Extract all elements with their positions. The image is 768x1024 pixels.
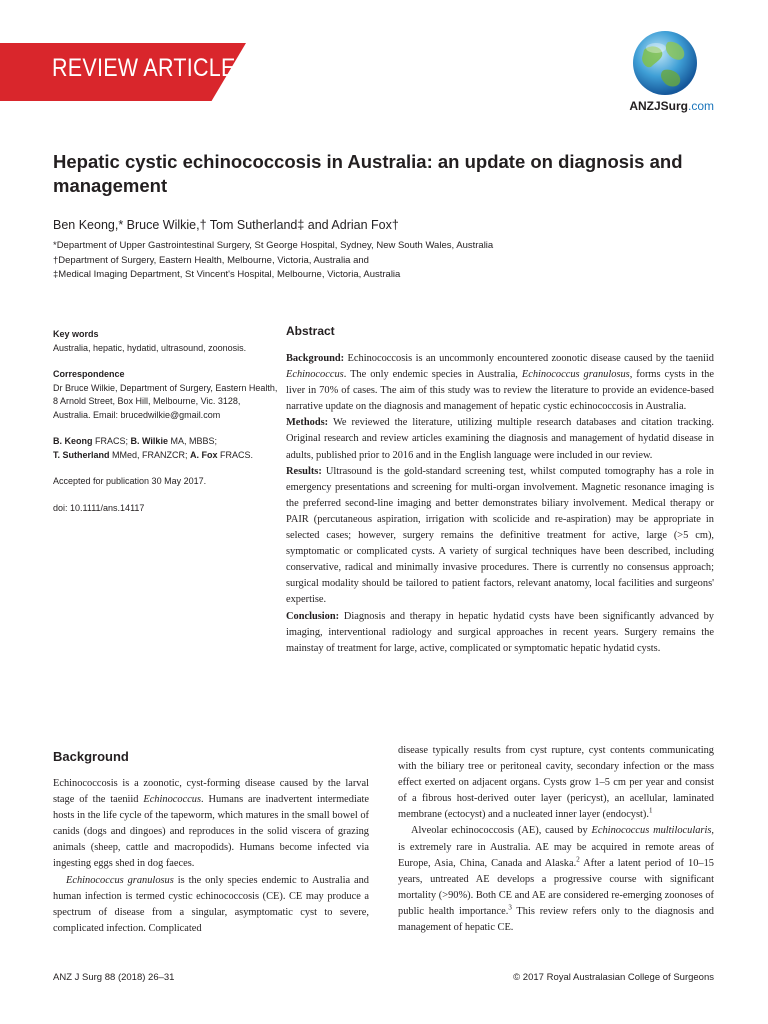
body-paragraph: disease typically results from cyst rupture, cyst contents communicating with the biliary tree or peritoneal cavity, secondary infection or the mass effect exerted on adjacent organs. Cysts grow 1–5 cm per year and consist of a fibrous host-derived outer layer (pericyst), an acellular, laminated membrane (ectocyst) and a nucleated inner layer (endocyst).$^1$ xyxy=(398,745,714,821)
article-info-sidebar xyxy=(53,328,278,515)
journal-website[interactable]: ANZJSurg.com xyxy=(629,99,714,113)
correspondence-heading: Correspondence xyxy=(53,369,125,379)
author-list: Ben Keong,* Bruce Wilkie,† Tom Sutherland‡ and Adrian Fox† xyxy=(53,218,399,232)
affiliation: †Department of Surgery, Eastern Health, Melbourne, Victoria, Australia and xyxy=(53,254,369,266)
article-type-label: REVIEW ARTICLE xyxy=(52,54,236,82)
keywords: Australia, hepatic, hydatid, ultrasound, zoonosis. xyxy=(53,342,247,353)
doi[interactable]: doi: 10.1111/ans.14117 xyxy=(53,502,145,513)
body-column-right xyxy=(398,743,714,936)
abstract-conclusion: Conclusion: Diagnosis and therapy in hepatic hydatid cysts have been significantly advanced by imaging, interventional radiology and surgical approaches in recent years. Surgery remains the mainstay of treatment for large, active, complicated or symptomatic hepatic hydatid cysts. xyxy=(286,610,714,654)
affiliation: ‡Medical Imaging Department, St Vincent's Hospital, Melbourne, Victoria, Australia xyxy=(53,269,401,280)
abstract xyxy=(286,324,714,657)
section-heading-background: Background xyxy=(53,749,129,764)
citation-ref: 1 xyxy=(649,806,653,815)
journal-citation: ANZ J Surg 88 (2018) 26–31 xyxy=(53,972,175,983)
article-title: Hepatic cystic echinococcosis in Australia: an update on diagnosis and management xyxy=(53,151,683,196)
correspondence-text: Dr Bruce Wilkie, Department of Surgery, Eastern Health, 8 Arnold Street, Box Hill, Melbourne, Vic. 3128, Australia. Email: brucedwilkie@gmail.com xyxy=(53,382,278,420)
abstract-background: Background: Echinococcosis is an uncommonly encountered zoonotic disease caused by the taeniid Echinococcus. The only endemic species in Australia, Echinococcus granulosus, forms cysts in the liver in 70% of cases. The aim of this study was to review the literature to provide an evidence-based narrative update on the diagnosis and management of hepatic cystic echinococcosis in Australia. xyxy=(286,353,714,413)
abstract-heading: Abstract xyxy=(286,324,335,338)
globe-logo-icon xyxy=(630,28,700,98)
affiliation: *Department of Upper Gastrointestinal Surgery, St George Hospital, Sydney, New South Wales, Australia xyxy=(53,240,494,251)
abstract-methods: Methods: We reviewed the literature, utilizing multiple research databases and citation tracking. Original research and review articles examining the diagnosis and management of hydatid disease in adults, published prior to 2016 and in the English language were included in our review. xyxy=(286,417,714,461)
body-paragraph: Alveolar echinococcosis (AE), caused by Echinococcus multilocularis, is extremely rare in Australia. AE may be acquired in remote areas of Europe, Asia, China, Canada and Alaska.$^2$ After a latent period of 10–15 years, untreated AE develops a progressive course with significant mortality (>90%). Both CE and AE are considered re-emerging zoonoses of public health importance.$^3$ This review refers only to the diagnosis and management of hepatic CE. xyxy=(398,825,714,934)
citation-ref: 3 xyxy=(508,903,512,912)
body-paragraph: Echinococcus granulosus is the only species endemic to Australia and human infection is termed cystic echinococcosis (CE). CE may produce a spectrum of disease from a singular, asymptomatic cyst to severe, complicated infection. Complicated xyxy=(53,874,369,934)
abstract-results: Results: Ultrasound is the gold-standard screening test, whilst computed tomography has a role in emergency presentations and screening for multi-organ involvement. Magnetic resonance imaging is the preferred second-line imaging and better demonstrates biliary involvement. Medical therapy or PAIR (percutaneous aspiration, irrigation with scolicide and re-aspiration) may be appropriate in selected cases; however, surgery remains the definitive treatment for active, large (>5 cm), symptomatic or complicated cysts. A variety of surgical techniques have been described, including conservative, radical and minimally invasive procedures. There is currently no consensus approach; surgical modality should be tailored to patient factors, relevant anatomy, local facilities and surgeons' expertise. xyxy=(286,465,714,606)
author-credentials: B. Keong FRACS; B. Wilkie MA, MBBS; T. Sutherland MMed, FRANZCR; A. Fox FRACS. xyxy=(53,436,254,460)
body-column-left xyxy=(53,748,369,937)
accepted-date: Accepted for publication 30 May 2017. xyxy=(53,476,207,486)
copyright: © 2017 Royal Australasian College of Surgeons xyxy=(513,972,714,983)
body-paragraph: Echinococcosis is a zoonotic, cyst-forming disease caused by the larval stage of the taeniid Echinococcus. Humans are inadvertent intermediate hosts in the life cycle of the tapeworm, which matures in the small bowel of canids (dogs and dingoes) and reproduces in the solid viscera of grazing animals (sheep, cattle and macropodids). Humans become infected via ingesting eggs shed in dog faeces. xyxy=(53,778,369,870)
affiliations xyxy=(53,239,493,283)
citation-ref: 2 xyxy=(576,855,580,864)
keywords-heading: Key words xyxy=(53,329,99,339)
